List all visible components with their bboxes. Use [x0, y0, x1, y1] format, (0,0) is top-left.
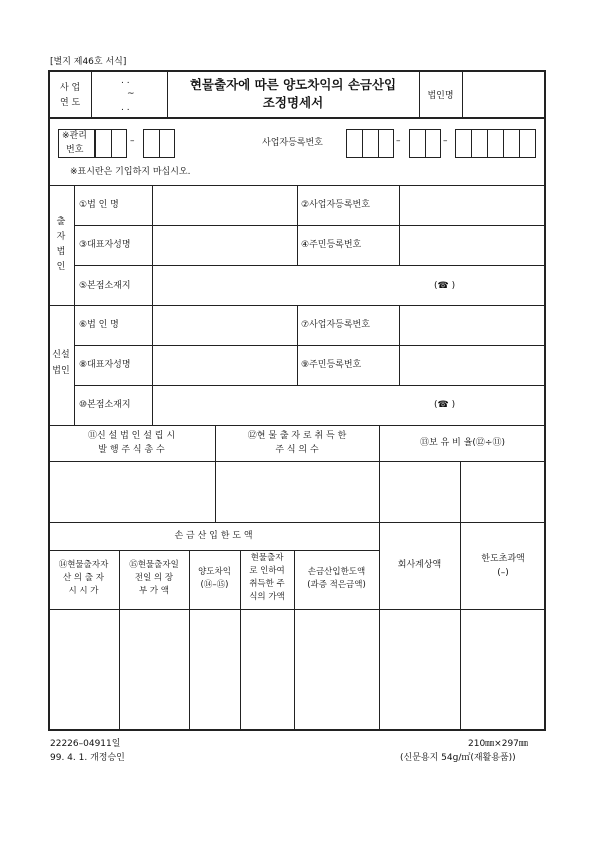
col-header: 주 식 의 수 — [275, 445, 319, 455]
dash: – — [130, 136, 135, 146]
col-header: ⑬보 유 비 율(⑫÷⑪) — [420, 438, 505, 448]
paper-size: 210㎜×297㎜ — [468, 739, 528, 749]
col-header: 취득한 주 — [249, 579, 285, 589]
period-dots: . . — [121, 76, 130, 86]
col-header: 양도차익 — [198, 567, 231, 577]
form-title: 조정명세서 — [262, 95, 324, 110]
period-dots: . . — [121, 103, 130, 113]
group-label: 법인 — [52, 366, 70, 376]
field-label: ②사업자등록번호 — [301, 200, 370, 210]
group-label: 법 — [56, 247, 66, 257]
biz-reg-label: 사업자등록번호 — [262, 138, 323, 148]
form-title: 현물출자에 따른 양도차익의 손금산입 — [189, 77, 397, 92]
period-label: 연 도 — [60, 98, 81, 108]
form-tag: [별지 제46호 서식] — [50, 57, 127, 67]
group-label: 출 — [56, 217, 66, 227]
col-header: 한도초과액 — [481, 554, 525, 564]
phone-field: (☎ ) — [434, 281, 456, 291]
note: ※표시란은 기입하지 마십시오. — [70, 167, 191, 177]
col-header: 산 의 출 자 — [63, 573, 104, 583]
field-label: ⑩본점소재지 — [79, 400, 131, 410]
dash: – — [443, 136, 448, 146]
col-header: 회사계상액 — [397, 560, 442, 570]
col-header: ⑮현물출자일 — [129, 560, 179, 570]
limit-header: 손 금 산 입 한 도 액 — [174, 531, 253, 541]
field-label: ⑨주민등록번호 — [301, 360, 362, 370]
col-header: 발 행 주 식 총 수 — [98, 445, 165, 455]
col-header: (⑭–⑮) — [200, 580, 229, 590]
form-code: 22226–04911일 — [50, 739, 121, 749]
group-label: 신설 — [52, 350, 70, 360]
biz-reg-field-1[interactable] — [346, 129, 394, 158]
col-header: 전일 의 장 — [134, 573, 174, 583]
period-tilde: ~ — [127, 89, 135, 99]
field-label: ⑤본점소재지 — [79, 281, 131, 291]
field-label: ③대표자성명 — [79, 240, 131, 250]
period-label: 사 업 — [60, 83, 81, 93]
dash: – — [396, 136, 401, 146]
field-label: ⑥법 인 명 — [79, 320, 119, 330]
field-label: ④주민등록번호 — [301, 240, 362, 250]
biz-reg-field-3[interactable] — [455, 129, 536, 158]
col-header: 손금산입한도액 — [307, 567, 366, 577]
phone-field: (☎ ) — [434, 400, 456, 410]
col-header: 부 가 액 — [138, 586, 170, 596]
col-header: 현물출자 — [250, 553, 284, 563]
field-label: ①법 인 명 — [79, 200, 119, 210]
col-header: ⑪신 설 법 인 설 립 시 — [87, 431, 176, 441]
field-label: ⑦사업자등록번호 — [301, 320, 370, 330]
col-header: ⑫현 물 출 자 로 취 득 한 — [247, 431, 347, 441]
col-header: 식의 가액 — [249, 592, 285, 602]
col-header: 시 시 가 — [68, 586, 99, 596]
mgmt-no-label: ※관리 — [62, 131, 87, 141]
corp-name-label: 법인명 — [427, 91, 454, 101]
col-header: ⑭현물출자자 — [58, 560, 109, 570]
group-label: 인 — [56, 262, 66, 272]
mgmt-no-label: 번호 — [66, 145, 84, 155]
approval-date: 99. 4. 1. 개정승인 — [50, 753, 125, 763]
col-header: (과증 적은금액) — [307, 580, 366, 590]
col-header: 로 인하여 — [249, 566, 285, 576]
field-label: ⑧대표자성명 — [79, 360, 131, 370]
paper-type: (신문용지 54g/㎡(재활용품)) — [400, 753, 516, 763]
col-header: (–) — [497, 568, 509, 578]
group-label: 자 — [56, 232, 66, 242]
